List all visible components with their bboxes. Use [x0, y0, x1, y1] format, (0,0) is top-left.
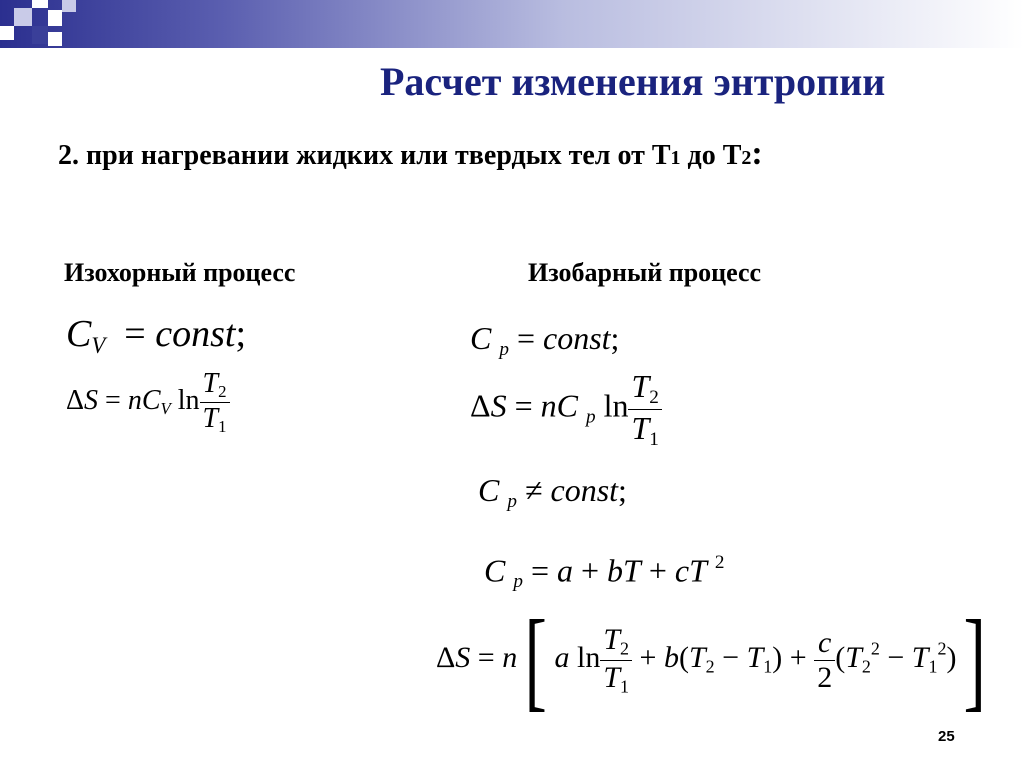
- header-square-decoration: [14, 8, 32, 26]
- formula-cp-polynomial: C p = a + bT + cT $^2$: [484, 552, 725, 593]
- formula-cp-not-const: C p ≠ const;: [478, 472, 627, 512]
- formula-cp-const: C p = const;: [470, 320, 620, 360]
- formula-ds-isochoric: ΔS = nCV ln $\frac{T2}{T1}$: [66, 368, 230, 437]
- slide-title: Расчет изменения энтропии: [380, 59, 886, 104]
- subtitle-sub-2: 2: [741, 147, 752, 169]
- subtitle-text: 2. при нагревании жидких или твердых тел от Т: [58, 140, 671, 171]
- header-square-decoration: [32, 0, 48, 8]
- isochoric-heading: Изохорный процесс: [64, 258, 296, 287]
- formula-cv-const: CV = const;: [66, 313, 247, 358]
- page-number: 25: [938, 728, 955, 745]
- header-square-decoration: [48, 10, 62, 26]
- formula-ds-isobaric: ΔS = nC p ln $\frac{T2}{T1}$: [470, 368, 662, 451]
- isobaric-heading: Изобарный процесс: [528, 258, 762, 287]
- header-square-decoration: [48, 32, 62, 46]
- formula-ds-integrated: ΔS = n[ a ln $\frac{T2}{T1}$ + b(T2 − T1) + $\frac{c}{2}$ $(T2^2 - T1^2)$]: [436, 598, 987, 722]
- subtitle-sub-1: 1: [670, 147, 681, 169]
- header-square-decoration: [62, 0, 76, 12]
- subtitle-colon: :: [751, 135, 763, 172]
- header-gradient-bar: [0, 0, 1024, 48]
- header-square-decoration: [32, 26, 48, 44]
- slide-subtitle: [58, 135, 763, 173]
- header-square-decoration: [0, 26, 14, 40]
- subtitle-text-mid: до Т: [680, 140, 742, 171]
